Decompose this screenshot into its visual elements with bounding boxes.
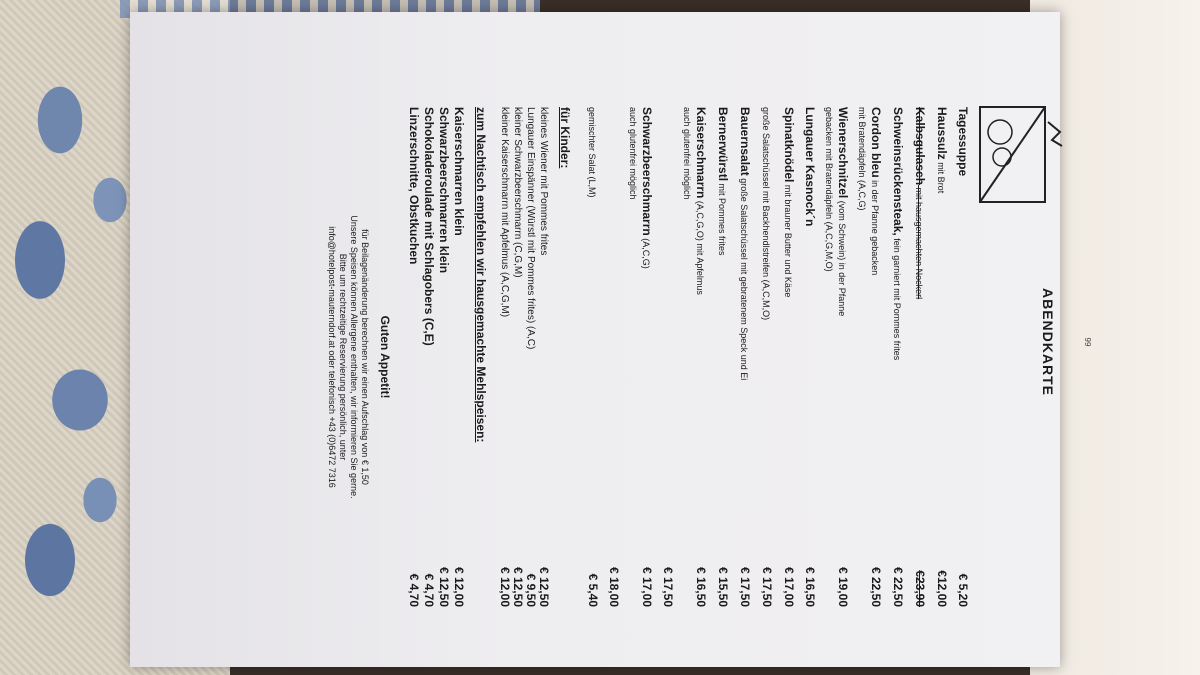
- menu-item-name: Bauernsalat: [738, 107, 752, 176]
- menu-item-name: Schweinsrückensteak,: [891, 107, 905, 236]
- menu-item-note: auch glutenfrei möglich: [628, 107, 638, 200]
- menu-item-price: € 5,20: [956, 573, 970, 607]
- dessert-item-text: Kaiserschmarren klein: [452, 107, 466, 236]
- menu-item-desc: (A,C,G,O) mit Apfelmus: [695, 198, 705, 295]
- kids-item-text: kleiner Schwarzbeerschmarrn (C,G,M): [512, 107, 523, 278]
- kids-item-price: € 12,50: [511, 566, 525, 607]
- dessert-item-text: Schwarzbeerschmarren klein: [437, 107, 451, 274]
- kids-item-text: kleines Wiener mit Pommes frites: [538, 107, 549, 256]
- menu-item-name: Spinatknödel: [782, 107, 796, 183]
- menu-item: [889, 107, 905, 607]
- menu-item-price: €23,90: [913, 570, 927, 607]
- menu-item-note: gebacken mit Bratendäpfeln (A,C,G,M,O): [824, 107, 834, 272]
- menu-item-label: [758, 107, 774, 320]
- kids-item-price: € 12,50: [537, 566, 551, 607]
- dessert-item-price: € 4,70: [422, 573, 436, 607]
- menu-item-price: € 17,50: [760, 566, 774, 607]
- menu-item-label: [780, 107, 796, 297]
- menu-item-price: € 16,50: [694, 566, 708, 607]
- menu-title: ABENDKARTE: [1040, 288, 1056, 396]
- dessert-item-price: € 12,50: [437, 566, 451, 607]
- dessert-item: [451, 107, 466, 607]
- menu-item-desc: mit hausgemachten Nockerl: [914, 185, 924, 300]
- menu-item-label: [889, 107, 905, 360]
- menu-item-desc: große Salatschüssel mit gebratenem Speck und Ei: [739, 175, 749, 381]
- menu-item: [692, 107, 708, 607]
- menu-item-desc: gemischter Salat (L,M): [587, 107, 597, 198]
- menu-item-price: € 18,00: [607, 566, 621, 607]
- menu-item: [714, 107, 730, 607]
- menu-item: [867, 107, 883, 607]
- menu-item: [955, 107, 970, 607]
- menu-item-label: [802, 107, 817, 226]
- dessert-item-price: € 4,70: [407, 573, 421, 607]
- footer-line: Bitte um rechtzeitige Reservierung persönlich, unter: [338, 253, 348, 461]
- footer-line: info@hotelpost-mauterndorf.at oder telefonisch +43 (0)6472 7316: [327, 226, 337, 488]
- menu-item-desc: (vom Schwein) in der Pfanne: [837, 198, 847, 317]
- dessert-heading: zum Nachtisch empfehlen wir hausgemachte Mehlspeisen:: [474, 107, 488, 443]
- dessert-item-price: € 12,00: [452, 566, 466, 607]
- menu-item-price: €12,00: [935, 570, 949, 607]
- menu-item-price: € 17,50: [738, 566, 752, 607]
- menu-item-name: Tagessuppe: [956, 107, 970, 177]
- kids-item-price: € 9,50: [524, 573, 538, 607]
- menu-item-desc: (A,C,G): [641, 235, 651, 269]
- menu-item: [911, 107, 927, 607]
- row-gap: [600, 107, 606, 607]
- footer-line: Unsere Speisen können Allergene enthalten, wir informieren Sie gerne.: [349, 215, 359, 499]
- menu-item-label: [584, 107, 600, 198]
- menu-item: [758, 107, 774, 607]
- menu-item: [780, 107, 796, 607]
- menu-item-label: [867, 107, 883, 275]
- menu-item: [802, 107, 817, 607]
- closing-text: Guten Appetit!: [378, 315, 392, 399]
- menu-item-price: € 5,40: [586, 573, 600, 607]
- menu-item: [933, 107, 949, 607]
- menu-item-label: [911, 107, 927, 299]
- menu-item-note: auch glutenfrei möglich: [682, 107, 692, 200]
- menu-item-desc: mit Brot: [936, 159, 946, 194]
- dessert-item-text: Linzerschnitte, Obstkuchen: [407, 107, 421, 265]
- menu-item-name: Wienerschnitzel: [836, 107, 850, 199]
- menu-item-name: Cordon bleu: [869, 107, 883, 178]
- menu-item-name: Kalbsgulasch: [913, 107, 927, 186]
- menu-item-price: € 17,00: [782, 566, 796, 607]
- page-number: 99: [1083, 337, 1092, 347]
- menu-item-price: € 19,00: [836, 566, 850, 607]
- menu-item-desc: große Salatschüssel mit Backhendlstreifen (A,C,M,O): [761, 107, 771, 321]
- kids-item: [498, 107, 511, 607]
- menu-item-name: Bernerwürstl: [716, 107, 730, 182]
- kids-item: [537, 107, 550, 607]
- kids-item-text: kleiner Kaiserschmarrn mit Apfelmus (A,C,G,M): [499, 107, 510, 318]
- menu-item: [736, 107, 752, 607]
- menu-item-desc: mit brauner Butter und Käse: [783, 182, 793, 298]
- menu-item-name: Schwarzbeerschmarrn: [640, 107, 654, 236]
- menu-content: [180, 22, 1100, 662]
- footer-line: für Beilagenänderung berechnen wir einen Aufschlag von € 1,50: [360, 229, 370, 485]
- menu-item-label: [834, 107, 850, 316]
- row-gap: [654, 107, 660, 607]
- menu-item-label: [714, 107, 730, 256]
- dessert-item-text: Schokoladeroulade mit Schlagobers (C,E): [422, 107, 436, 346]
- menu-item-price: € 15,50: [716, 566, 730, 607]
- menu-item-desc: fein garniert mit Pommes frites: [892, 235, 902, 361]
- kids-item: [511, 107, 524, 607]
- menu-item-name: Kaiserschmarrn: [694, 107, 708, 199]
- menu-item-price: € 17,00: [640, 566, 654, 607]
- menu-item-label: [736, 107, 752, 380]
- menu-item-price: € 22,50: [891, 566, 905, 607]
- menu-item: [660, 107, 675, 607]
- menu-item: [606, 107, 621, 607]
- menu-item-label: [933, 107, 949, 193]
- menu-item-label: [692, 107, 708, 295]
- kids-item-price: € 12,00: [498, 566, 512, 607]
- menu-item-name: Haussulz: [935, 107, 949, 160]
- kids-item: [524, 107, 537, 607]
- menu-item-price: € 16,50: [803, 566, 817, 607]
- menu-item-label: [955, 107, 970, 176]
- menu-item-desc: mit Pommes frites: [717, 181, 727, 256]
- menu-item-name: Lungauer Kasnock´n: [803, 107, 817, 227]
- kids-heading: für Kinder:: [558, 107, 572, 169]
- dessert-item: [421, 107, 436, 607]
- menu-item-label: [638, 107, 654, 269]
- kids-item-text: Lungauer Einspänner (Würstl mit Pommes frites) (A,C): [525, 107, 536, 350]
- menu-paper: [130, 12, 1092, 667]
- row-gap: [949, 107, 955, 607]
- dessert-item: [406, 107, 421, 607]
- menu-item-note: mit Bratendäpfeln (A,C,G): [857, 107, 867, 211]
- menu-item-desc: in der Pfanne gebacken: [870, 177, 880, 276]
- menu-item: [584, 107, 600, 607]
- menu-item-price: € 22,50: [869, 566, 883, 607]
- menu-item-price: € 17,50: [661, 566, 675, 607]
- menu-items: [326, 107, 970, 607]
- dessert-item: [436, 107, 451, 607]
- menu-item: [834, 107, 850, 607]
- menu-item: [638, 107, 654, 607]
